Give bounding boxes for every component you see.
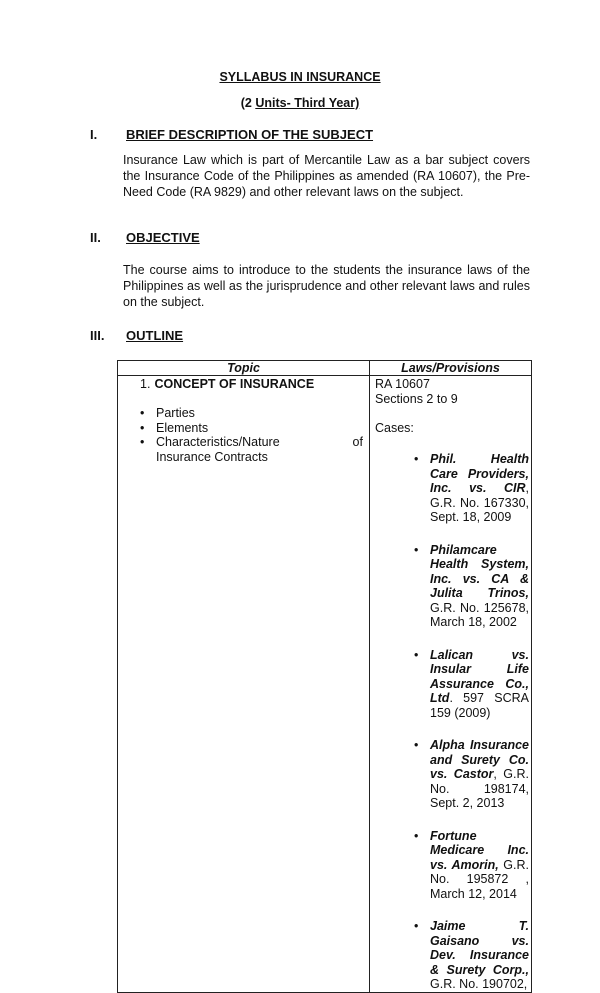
- description-paragraph: Insurance Law which is part of Mercantile Law as a bar subject covers the Insurance Code of the Philippines as amended (RA 10607), the Pre-Need Code (RA 9829) and other relevant laws on the subject.: [123, 153, 530, 199]
- column-header-topic: Topic: [118, 361, 370, 376]
- section-number: II.: [90, 230, 101, 245]
- law-reference: RA 10607: [375, 377, 430, 391]
- list-item: [412, 829, 529, 902]
- case-citation: G.R. No. 125678, March 18, 2002: [430, 600, 529, 629]
- subtitle-units: Units- Third Year): [255, 96, 360, 110]
- case-name: Fortune Medicare Inc. vs. Amorin,: [430, 828, 529, 872]
- case-citation: , G.R. No. 167330, Sept. 18, 2009: [430, 481, 529, 524]
- list-item: [412, 919, 529, 992]
- document-subtitle: [0, 96, 600, 111]
- subtopic-list: [140, 406, 363, 464]
- section-heading-description: [90, 127, 373, 142]
- law-sections: Sections 2 to 9: [375, 392, 458, 406]
- list-item: [412, 452, 529, 525]
- case-name: Lalican vs. Insular Life Assurance Co., Ltd: [430, 647, 529, 705]
- case-name: Phil. Health Care Providers, Inc. vs. CIR: [430, 452, 529, 495]
- table-row: [118, 376, 532, 993]
- column-header-laws: Laws/Provisions: [370, 361, 532, 376]
- subtitle-prefix: (2: [240, 96, 256, 110]
- case-list: [375, 452, 529, 992]
- case-citation: . 597 SCRA 159 (2009): [430, 691, 529, 720]
- case-citation: G.R. No. 195872 , March 12, 2014: [430, 857, 529, 901]
- case-name: Alpha Insurance and Surety Co. vs. Castor: [430, 738, 529, 781]
- section-heading-outline: [90, 328, 183, 343]
- section-label: BRIEF DESCRIPTION OF THE SUBJECT: [126, 127, 374, 142]
- case-citation: , G.R. No. 198174, Sept. 2, 2013: [430, 767, 529, 810]
- list-item: [412, 648, 529, 721]
- list-item: [412, 738, 529, 811]
- section-number: I.: [90, 127, 98, 142]
- section-label: OBJECTIVE: [126, 230, 200, 245]
- case-name: Jaime T. Gaisano vs. Dev. Insurance & Surety Corp.,: [430, 919, 529, 977]
- objective-paragraph: The course aims to introduce to the students the insurance laws of the Philippines as well as the jurisprudence and other relevant laws and rules on the subject.: [123, 263, 530, 309]
- list-item: • Parties: [140, 406, 363, 421]
- topic-title: [140, 377, 363, 392]
- section-label: OUTLINE: [126, 328, 184, 343]
- section-heading-objective: [90, 230, 200, 245]
- case-citation: G.R. No. 190702,: [430, 977, 528, 991]
- topic-cell: [118, 376, 370, 993]
- table-header-row: [118, 361, 532, 376]
- document-title: SYLLABUS IN INSURANCE: [219, 70, 381, 84]
- subtopic-line: • Characteristics/Nature of: [156, 435, 363, 449]
- list-item: [412, 543, 529, 630]
- topic-number: 1.: [140, 377, 151, 391]
- case-name: Philamcare Health System, Inc. vs. CA & Julita Trinos,: [430, 542, 529, 600]
- cases-label: Cases:: [375, 421, 414, 435]
- list-item: [140, 435, 363, 464]
- subtopic-line: Insurance Contracts: [156, 449, 268, 464]
- laws-cell: [370, 376, 532, 993]
- outline-table: [117, 360, 532, 993]
- list-item: • Elements: [140, 421, 363, 436]
- section-number: III.: [90, 328, 105, 343]
- topic-title-text: CONCEPT OF INSURANCE: [154, 377, 315, 391]
